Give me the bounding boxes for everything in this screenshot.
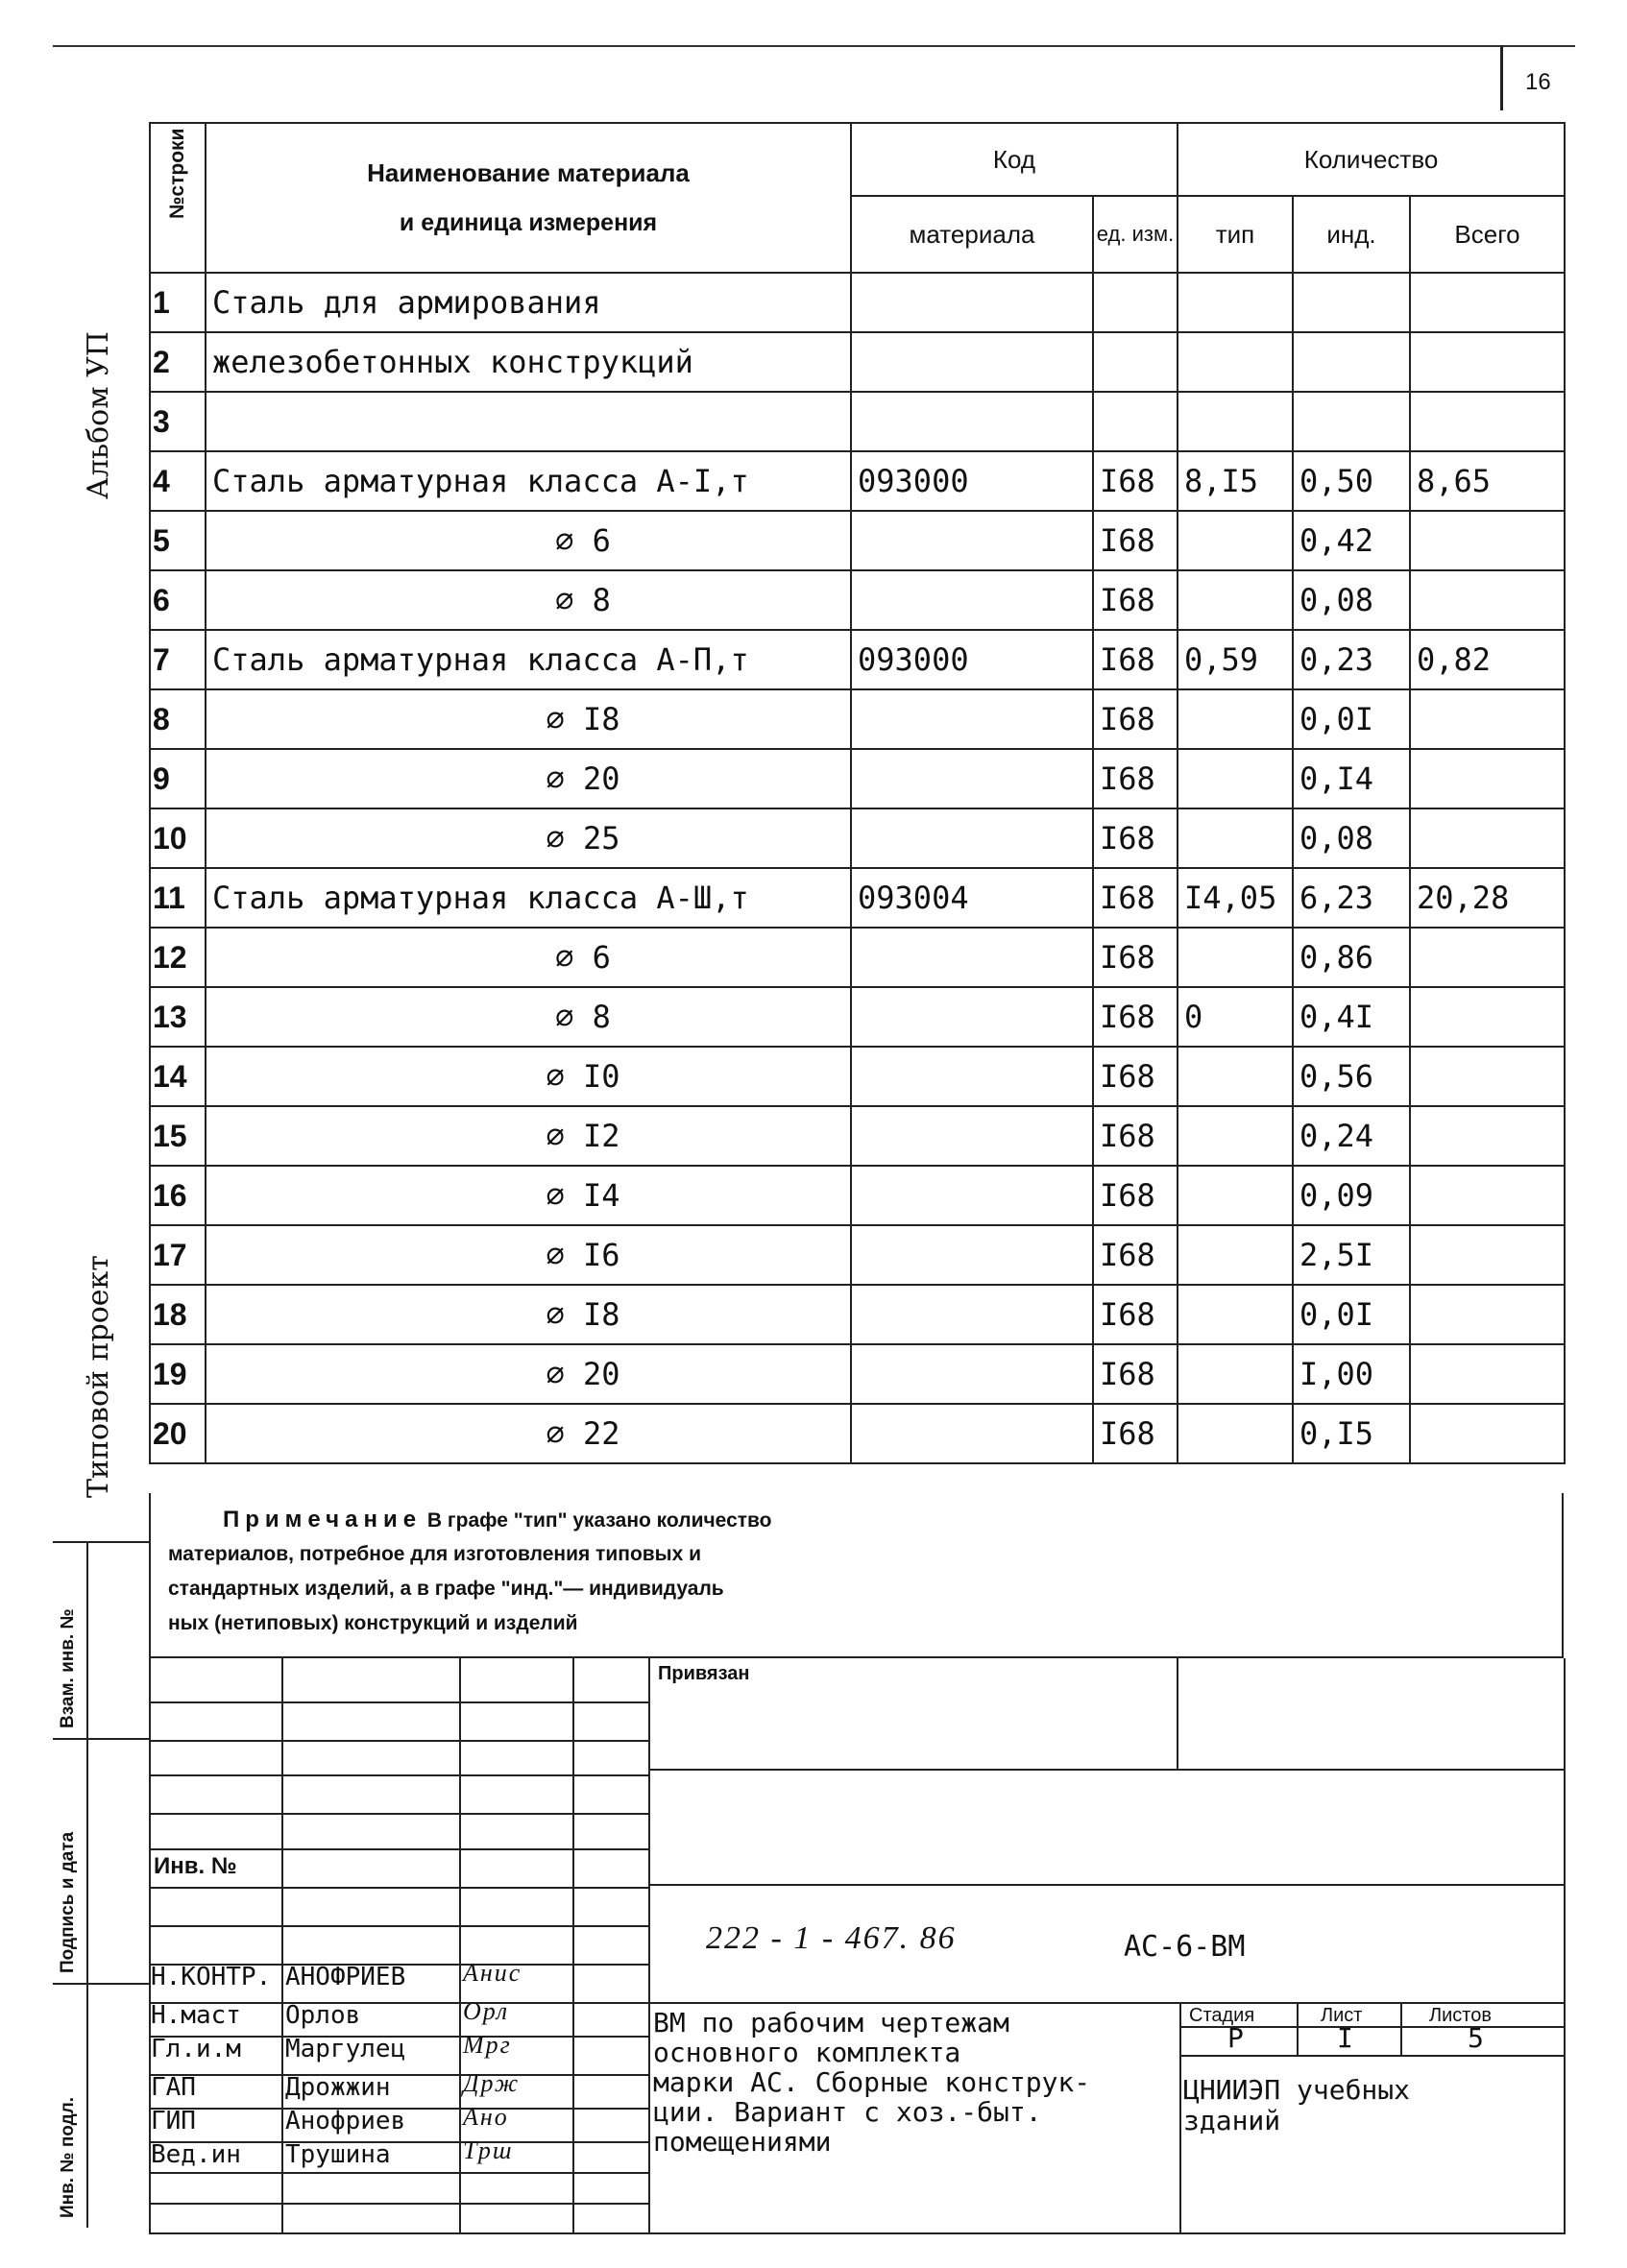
qty-total bbox=[1410, 273, 1565, 332]
qty-type bbox=[1178, 928, 1293, 987]
unit-code: I68 bbox=[1093, 1166, 1178, 1225]
top-border-line bbox=[53, 45, 1575, 47]
unit-code: I68 bbox=[1093, 1344, 1178, 1404]
side-strip-line-1 bbox=[53, 1541, 149, 1543]
material-code: 093000 bbox=[851, 451, 1093, 511]
material-code bbox=[851, 689, 1093, 749]
row-number: 9 bbox=[150, 749, 206, 808]
row-number: 20 bbox=[150, 1404, 206, 1463]
qty-type bbox=[1178, 273, 1293, 332]
signer-name: Орлов bbox=[285, 2001, 361, 2030]
header-row-no: №строки bbox=[150, 123, 206, 273]
signature: Анис bbox=[463, 1959, 522, 1987]
material-name: железобетонных конструкций bbox=[206, 332, 851, 392]
header-material: материала bbox=[851, 196, 1093, 273]
unit-code: I68 bbox=[1093, 511, 1178, 570]
material-name: ∅ I8 bbox=[206, 689, 851, 749]
qty-type bbox=[1178, 511, 1293, 570]
qty-ind bbox=[1293, 273, 1410, 332]
page-number: 16 bbox=[1525, 69, 1551, 95]
row-number: 19 bbox=[150, 1344, 206, 1404]
table-row bbox=[150, 511, 1565, 570]
table-row bbox=[150, 570, 1565, 630]
qty-ind bbox=[1293, 332, 1410, 392]
header-total: Всего bbox=[1410, 196, 1565, 273]
material-code bbox=[851, 808, 1093, 868]
material-name: ∅ I6 bbox=[206, 1225, 851, 1285]
sheet-title-line: ции. Вариант с хоз.-быт. bbox=[653, 2096, 1042, 2128]
material-code bbox=[851, 273, 1093, 332]
qty-ind: 0,4I bbox=[1293, 987, 1410, 1047]
material-code bbox=[851, 1285, 1093, 1344]
sheets-label: Листов bbox=[1429, 2005, 1492, 2026]
signer-role: Н.маст bbox=[151, 2001, 241, 2030]
unit-code bbox=[1093, 273, 1178, 332]
material-code bbox=[851, 1344, 1093, 1404]
header-ind: инд. bbox=[1293, 196, 1410, 273]
unit-code: I68 bbox=[1093, 1047, 1178, 1106]
qty-total: 20,28 bbox=[1410, 868, 1565, 928]
unit-code: I68 bbox=[1093, 689, 1178, 749]
sheet-label: Лист bbox=[1321, 2005, 1363, 2026]
row-number: 13 bbox=[150, 987, 206, 1047]
table-row bbox=[150, 1166, 1565, 1225]
header-code: Код bbox=[851, 123, 1178, 196]
signature: Држ bbox=[463, 2069, 521, 2097]
unit-code: I68 bbox=[1093, 749, 1178, 808]
table-row bbox=[150, 808, 1565, 868]
qty-ind: 0,I5 bbox=[1293, 1404, 1410, 1463]
side-strip-line-3 bbox=[53, 1983, 149, 1985]
material-code bbox=[851, 570, 1093, 630]
material-code bbox=[851, 1225, 1093, 1285]
row-number: 12 bbox=[150, 928, 206, 987]
qty-total bbox=[1410, 1285, 1565, 1344]
row-number: 4 bbox=[150, 451, 206, 511]
signer-name: Анофриев bbox=[285, 2107, 406, 2135]
signature: Трш bbox=[463, 2136, 514, 2164]
qty-type bbox=[1178, 1285, 1293, 1344]
material-name: ∅ 25 bbox=[206, 808, 851, 868]
qty-total bbox=[1410, 1106, 1565, 1166]
unit-code: I68 bbox=[1093, 1106, 1178, 1166]
row-number: 1 bbox=[150, 273, 206, 332]
unit-code bbox=[1093, 392, 1178, 451]
sheet-title-line: основного комплекта bbox=[653, 2037, 961, 2068]
note-lead: Примечание bbox=[223, 1507, 423, 1532]
qty-type bbox=[1178, 1404, 1293, 1463]
table-row bbox=[150, 987, 1565, 1047]
side-label-project: Типовой проект bbox=[82, 1255, 115, 1498]
unit-code: I68 bbox=[1093, 570, 1178, 630]
material-name: ∅ I0 bbox=[206, 1047, 851, 1106]
qty-total bbox=[1410, 511, 1565, 570]
side-label-podpis-data: Подпись и дата bbox=[58, 1831, 78, 1973]
table-row bbox=[150, 451, 1565, 511]
qty-total: 8,65 bbox=[1410, 451, 1565, 511]
table-row bbox=[150, 1047, 1565, 1106]
row-number: 18 bbox=[150, 1285, 206, 1344]
qty-type bbox=[1178, 570, 1293, 630]
signer-name: Трушина bbox=[285, 2140, 391, 2169]
material-name: ∅ 8 bbox=[206, 987, 851, 1047]
qty-type bbox=[1178, 1047, 1293, 1106]
doc-number: 222 - 1 - 467. 86 bbox=[706, 1920, 957, 1956]
qty-ind: 0,24 bbox=[1293, 1106, 1410, 1166]
unit-code: I68 bbox=[1093, 987, 1178, 1047]
qty-ind: 0,86 bbox=[1293, 928, 1410, 987]
table-row bbox=[150, 332, 1565, 392]
material-name: ∅ 6 bbox=[206, 928, 851, 987]
row-number: 15 bbox=[150, 1106, 206, 1166]
material-name: ∅ 6 bbox=[206, 511, 851, 570]
material-name: ∅ 20 bbox=[206, 1344, 851, 1404]
unit-code: I68 bbox=[1093, 1225, 1178, 1285]
stage-value: Р bbox=[1227, 2022, 1244, 2054]
table-row bbox=[150, 1404, 1565, 1463]
material-name: ∅ 22 bbox=[206, 1404, 851, 1463]
row-number: 10 bbox=[150, 808, 206, 868]
row-number: 16 bbox=[150, 1166, 206, 1225]
signer-name: АНОФРИЕВ bbox=[285, 1963, 406, 1991]
material-code bbox=[851, 511, 1093, 570]
qty-ind bbox=[1293, 392, 1410, 451]
material-name: ∅ I8 bbox=[206, 1285, 851, 1344]
note-line-3: стандартных изделий, а в графе "инд."— индивидуаль bbox=[168, 1578, 724, 1600]
qty-type bbox=[1178, 392, 1293, 451]
note-line-4: ных (нетиповых) конструкций и изделий bbox=[168, 1612, 578, 1634]
unit-code bbox=[1093, 332, 1178, 392]
org-line-2: зданий bbox=[1183, 2105, 1281, 2136]
sheet-title-line: марки АС. Сборные конструк- bbox=[653, 2066, 1091, 2098]
header-name: Наименование материала и единица измерения bbox=[206, 123, 851, 273]
signer-name: Дрожжин bbox=[285, 2073, 391, 2102]
qty-ind: 0,23 bbox=[1293, 630, 1410, 689]
qty-total bbox=[1410, 928, 1565, 987]
qty-type bbox=[1178, 1344, 1293, 1404]
table-row bbox=[150, 749, 1565, 808]
material-name: Сталь арматурная класса А-I,т bbox=[206, 451, 851, 511]
material-code bbox=[851, 987, 1093, 1047]
material-name: ∅ 8 bbox=[206, 570, 851, 630]
qty-total bbox=[1410, 1166, 1565, 1225]
unit-code: I68 bbox=[1093, 451, 1178, 511]
specification-table bbox=[149, 122, 1566, 1464]
qty-ind: 0,56 bbox=[1293, 1047, 1410, 1106]
table-row bbox=[150, 273, 1565, 332]
material-code bbox=[851, 1166, 1093, 1225]
row-number: 14 bbox=[150, 1047, 206, 1106]
signature: Ано bbox=[463, 2103, 509, 2131]
qty-type bbox=[1178, 689, 1293, 749]
qty-total bbox=[1410, 1225, 1565, 1285]
sheet-title-line: ВМ по рабочим чертежам bbox=[653, 2007, 1009, 2039]
signer-role: ГИП bbox=[151, 2107, 196, 2135]
qty-total bbox=[1410, 808, 1565, 868]
qty-ind: 0,0I bbox=[1293, 689, 1410, 749]
material-code bbox=[851, 392, 1093, 451]
qty-ind: 2,5I bbox=[1293, 1225, 1410, 1285]
row-number: 3 bbox=[150, 392, 206, 451]
side-label-inv-podl: Инв. № подл. bbox=[58, 2096, 78, 2218]
signature: Орл bbox=[463, 1997, 510, 2025]
qty-type bbox=[1178, 808, 1293, 868]
unit-code: I68 bbox=[1093, 1404, 1178, 1463]
row-number: 6 bbox=[150, 570, 206, 630]
qty-ind: 0,08 bbox=[1293, 808, 1410, 868]
qty-ind: 0,0I bbox=[1293, 1285, 1410, 1344]
qty-type bbox=[1178, 1225, 1293, 1285]
note-line-1: В графе "тип" указано количество bbox=[422, 1509, 772, 1532]
qty-total bbox=[1410, 1344, 1565, 1404]
qty-total bbox=[1410, 1047, 1565, 1106]
unit-code: I68 bbox=[1093, 928, 1178, 987]
unit-code: I68 bbox=[1093, 1285, 1178, 1344]
header-unit: ед. изм. bbox=[1093, 196, 1178, 273]
qty-type bbox=[1178, 749, 1293, 808]
privyazan-label: Привязан bbox=[658, 1663, 750, 1684]
side-label-album: Альбом УП bbox=[82, 331, 115, 499]
doc-code: АС-6-ВМ bbox=[1124, 1930, 1246, 1964]
org-line-1: ЦНИИЭП учебных bbox=[1183, 2074, 1411, 2106]
qty-total bbox=[1410, 332, 1565, 392]
signer-role: ГАП bbox=[151, 2073, 196, 2102]
stage-label: Стадия bbox=[1189, 2005, 1255, 2026]
header-type: тип bbox=[1178, 196, 1293, 273]
table-row bbox=[150, 928, 1565, 987]
sheet-value: I bbox=[1337, 2022, 1353, 2054]
qty-total bbox=[1410, 987, 1565, 1047]
material-code: 093004 bbox=[851, 868, 1093, 928]
sheets-value: 5 bbox=[1468, 2022, 1484, 2054]
row-number: 11 bbox=[150, 868, 206, 928]
row-number: 7 bbox=[150, 630, 206, 689]
qty-type bbox=[1178, 1166, 1293, 1225]
qty-type: I4,05 bbox=[1178, 868, 1293, 928]
qty-ind: 0,08 bbox=[1293, 570, 1410, 630]
material-code bbox=[851, 749, 1093, 808]
material-name: ∅ I2 bbox=[206, 1106, 851, 1166]
qty-type bbox=[1178, 332, 1293, 392]
unit-code: I68 bbox=[1093, 630, 1178, 689]
note-block bbox=[149, 1493, 1564, 1658]
qty-total bbox=[1410, 1404, 1565, 1463]
table-row bbox=[150, 1344, 1565, 1404]
table-row bbox=[150, 1285, 1565, 1344]
signer-role: Н.КОНТР. bbox=[151, 1963, 272, 1991]
qty-type: 0,59 bbox=[1178, 630, 1293, 689]
row-number: 2 bbox=[150, 332, 206, 392]
material-code bbox=[851, 332, 1093, 392]
qty-total: 0,82 bbox=[1410, 630, 1565, 689]
table-row bbox=[150, 1106, 1565, 1166]
material-code: 093000 bbox=[851, 630, 1093, 689]
row-number: 5 bbox=[150, 511, 206, 570]
table-row bbox=[150, 868, 1565, 928]
table-row bbox=[150, 630, 1565, 689]
table-row bbox=[150, 392, 1565, 451]
qty-total bbox=[1410, 392, 1565, 451]
qty-total bbox=[1410, 689, 1565, 749]
qty-total bbox=[1410, 749, 1565, 808]
table-row bbox=[150, 1225, 1565, 1285]
qty-type: 0 bbox=[1178, 987, 1293, 1047]
qty-ind: 0,42 bbox=[1293, 511, 1410, 570]
qty-type: 8,I5 bbox=[1178, 451, 1293, 511]
signer-name: Маргулец bbox=[285, 2035, 406, 2063]
material-name: ∅ 20 bbox=[206, 749, 851, 808]
header-quantity: Количество bbox=[1178, 123, 1565, 196]
material-name: Сталь арматурная класса А-П,т bbox=[206, 630, 851, 689]
material-code bbox=[851, 1106, 1093, 1166]
unit-code: I68 bbox=[1093, 808, 1178, 868]
unit-code: I68 bbox=[1093, 868, 1178, 928]
signer-role: Гл.и.м bbox=[151, 2035, 241, 2063]
material-name: Сталь арматурная класса А-Ш,т bbox=[206, 868, 851, 928]
sheet-title-line: помещениями bbox=[653, 2126, 832, 2158]
inv-no-label: Инв. № bbox=[154, 1853, 237, 1879]
note-line-2: материалов, потребное для изготовления типовых и bbox=[168, 1543, 702, 1565]
side-strip-line-2 bbox=[53, 1738, 149, 1740]
signature: Мрг bbox=[463, 2031, 512, 2059]
side-strip-border bbox=[86, 1541, 88, 2228]
qty-ind: 0,50 bbox=[1293, 451, 1410, 511]
material-code bbox=[851, 1047, 1093, 1106]
qty-ind: 0,09 bbox=[1293, 1166, 1410, 1225]
qty-ind: I,00 bbox=[1293, 1344, 1410, 1404]
material-name bbox=[206, 392, 851, 451]
signer-role: Вед.ин bbox=[151, 2140, 241, 2169]
material-code bbox=[851, 1404, 1093, 1463]
table-row bbox=[150, 689, 1565, 749]
material-code bbox=[851, 928, 1093, 987]
qty-ind: 0,I4 bbox=[1293, 749, 1410, 808]
row-number: 8 bbox=[150, 689, 206, 749]
material-name: ∅ I4 bbox=[206, 1166, 851, 1225]
material-name: Сталь для армирования bbox=[206, 273, 851, 332]
qty-ind: 6,23 bbox=[1293, 868, 1410, 928]
qty-total bbox=[1410, 570, 1565, 630]
qty-type bbox=[1178, 1106, 1293, 1166]
row-number: 17 bbox=[150, 1225, 206, 1285]
side-label-vzam-inv: Взам. инв. № bbox=[58, 1608, 78, 1728]
